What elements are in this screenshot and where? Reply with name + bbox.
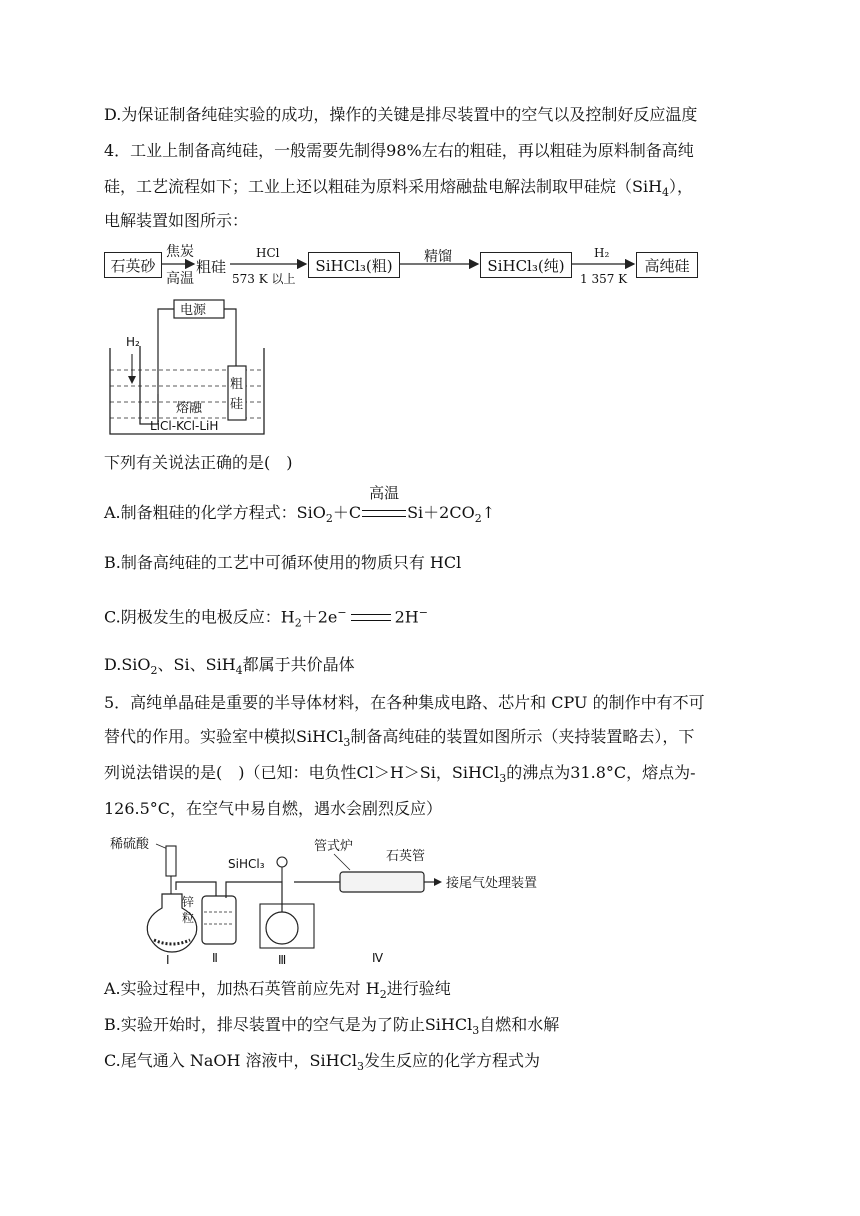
label-I: Ⅰ: [166, 953, 170, 967]
previous-option-d: D.为保证制备纯硅实验的成功，操作的关键是排尽装置中的空气以及控制好反应温度: [104, 105, 698, 124]
flow-label-coke: 焦炭: [166, 244, 194, 260]
acid-label: 稀硫酸: [110, 837, 150, 852]
q5-stem-line4: 126.5°C，在空气中易自燃，遇水会剧烈反应）: [104, 799, 443, 818]
text: 列说法错误的是( )（已知：电负性Cl＞H＞Si，SiHCl: [104, 763, 500, 782]
q4-stem-line3: 电解装置如图所示：: [104, 211, 249, 230]
q4-option-b: B.制备高纯硅的工艺中可循环使用的物质只有 HCl: [104, 553, 462, 572]
quartz-label: 石英管: [386, 849, 426, 864]
text: ＋C: [332, 503, 362, 522]
text: 替代的作用。实验室中模拟SiHCl: [104, 727, 344, 746]
q4-stem-line1: 4．工业上制备高纯硅，一般需要先制得98%左右的粗硅，再以粗硅为原料制备高纯: [104, 141, 694, 160]
flow-box-high-purity-si: 高纯硅: [636, 252, 698, 278]
wire-left: [158, 309, 174, 394]
q4-text: 硅，工艺流程如下；工业上还以粗硅为原料采用熔融盐电解法制取甲硅烷（SiH: [104, 177, 663, 196]
q5-option-b: [104, 1014, 559, 1042]
text: 2H: [394, 607, 419, 627]
flow-box-quartz-sand: 石英砂: [104, 252, 162, 278]
text: 的沸点为31.8°C，熔点为-: [506, 763, 696, 782]
electrolysis-apparatus: [104, 296, 274, 436]
text: Si＋2CO: [407, 503, 475, 522]
power-label: 电源: [180, 303, 207, 318]
sub: 2: [294, 616, 302, 630]
q4-option-a: [104, 484, 496, 530]
funnel: [166, 846, 176, 876]
flow-label-high-temp: 高温: [166, 271, 194, 287]
exhaust-label: 接尾气处理装置: [446, 876, 538, 891]
reaction-condition: [361, 484, 407, 524]
text: D.SiO: [104, 655, 151, 674]
sup: −: [418, 606, 428, 619]
q5-option-c: [104, 1050, 540, 1078]
condition-label: 高温: [369, 484, 400, 502]
text: 、Si、SiH: [157, 655, 236, 674]
sub: 2: [150, 664, 158, 678]
text: C.尾气通入 NaOH 溶液中，SiHCl: [104, 1051, 357, 1070]
gas-arrow: ↑: [481, 503, 496, 522]
wire-right: [224, 309, 236, 366]
sub: 3: [499, 772, 507, 786]
flow-label-h2: H₂: [594, 246, 610, 260]
sup: −: [337, 606, 347, 619]
text: ＋2e: [301, 607, 338, 627]
text: C.阴极发生的电极反应：H: [104, 607, 295, 627]
label-II: Ⅱ: [212, 951, 218, 965]
flask-III: [266, 912, 298, 944]
furnace-label: 管式炉: [314, 839, 354, 854]
text: 进行验纯: [386, 979, 451, 998]
sub: 3: [343, 736, 351, 750]
bottle-II: [202, 896, 236, 944]
tube-furnace: [340, 872, 424, 892]
q4-sub: 4: [662, 186, 670, 200]
flow-label-hcl: HCl: [256, 246, 280, 260]
q4-option-d: [104, 654, 355, 682]
text: A.实验过程中，加热石英管前应先对 H: [104, 979, 380, 998]
q4-stem-line2: [104, 176, 693, 204]
q5-option-a: [104, 978, 451, 1006]
text: 发生反应的化学方程式为: [363, 1051, 540, 1070]
text: B.实验开始时，排尽装置中的空气是为了防止SiHCl: [104, 1015, 473, 1034]
sub: 3: [472, 1024, 480, 1038]
anode-label-1: 粗: [230, 377, 244, 392]
sub: 2: [474, 512, 482, 526]
flow-label-573k: 573 K 以上: [232, 272, 296, 286]
flow-label-distill: 精馏: [424, 249, 452, 265]
q5-stem-line1: 5．高纯单晶硅是重要的半导体材料，在各种集成电路、芯片和 CPU 的制作中有不可: [104, 693, 705, 712]
h2-tube: [140, 346, 158, 424]
label-IV: Ⅳ: [372, 951, 384, 965]
salt-label: LiCl-KCl-LiH: [150, 419, 219, 433]
flow-box-sihcl3-crude: SiHCl₃(粗): [308, 252, 400, 278]
anode-label-2: 硅: [230, 397, 244, 412]
h2-label: H₂: [126, 335, 140, 349]
text: A.制备粗硅的化学方程式：SiO: [104, 503, 326, 522]
melt-label: 熔融: [176, 401, 203, 416]
q4-ask: 下列有关说法正确的是( ): [104, 453, 293, 472]
flow-node-crude-si: 粗硅: [196, 258, 227, 276]
sub: 2: [325, 512, 333, 526]
label-III: Ⅲ: [278, 953, 287, 967]
sub: 2: [379, 988, 387, 1002]
equals-sign: [362, 510, 406, 517]
q4-option-c: [104, 602, 428, 635]
flow-box-sihcl3-pure: SiHCl₃(纯): [480, 252, 572, 278]
lab-apparatus: [104, 832, 574, 968]
equals-sign: [351, 614, 391, 621]
text: 都属于共价晶体: [242, 655, 355, 674]
q5-stem-line3: [104, 762, 696, 790]
sub: 3: [356, 1060, 364, 1074]
zinc-label-2: 粒: [182, 911, 195, 925]
q5-stem-line2: [104, 726, 694, 754]
sihcl3-label: SiHCl₃: [228, 857, 265, 871]
dropping-funnel: [277, 857, 287, 867]
text: 制备高纯硅的装置如图所示（夹持装置略去），下: [350, 727, 695, 746]
text: 自燃和水解: [479, 1015, 560, 1034]
sub: 4: [235, 664, 243, 678]
flow-label-1357k: 1 357 K: [580, 272, 628, 286]
zinc-label-1: 锌: [182, 895, 195, 909]
q4-text: ），: [669, 177, 694, 196]
